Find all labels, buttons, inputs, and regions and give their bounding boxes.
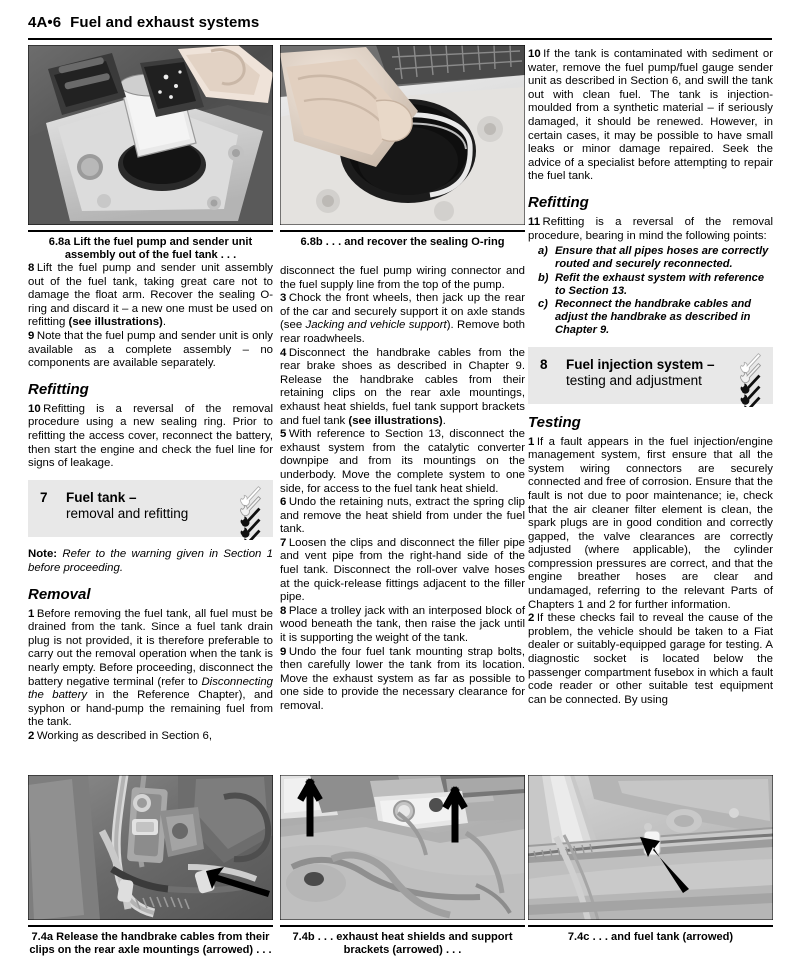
paragraph-text: Chock the front wheels, then jack up the rear of the car and securely support it on axle stands (see bbox=[280, 292, 525, 332]
paragraph-number: 2 bbox=[528, 612, 535, 625]
paragraph-number: 8 bbox=[28, 262, 35, 274]
figure-7-4b-number: 7.4b bbox=[292, 931, 315, 943]
figure-7-4c-text: . . . and fuel tank (arrowed) bbox=[592, 931, 734, 943]
figure-7-4c-caption bbox=[528, 931, 773, 944]
section-title: Fuel injection system – bbox=[566, 356, 715, 372]
paragraph-text-tail: ). Remove both rear roadwheels. bbox=[280, 319, 525, 345]
paragraph-number: 10 bbox=[28, 402, 41, 415]
figure-7-4b-caption bbox=[280, 931, 525, 957]
section-heading-7 bbox=[28, 480, 273, 537]
paragraph-text: Before removing the fuel tank, all fuel must be drained from the tank. Since a fuel tank drain plug is not provided, it is therefore preferable to carry out the removal operation when the tank is nearly empty. Before proceeding, disconnect the battery negative terminal (refer to bbox=[28, 607, 273, 688]
figure-6-8b-caption bbox=[280, 236, 525, 249]
section-number: 7 bbox=[40, 489, 48, 505]
figure-6-8a-text: Lift the fuel pump and sender unit assembly out of the fuel tank . . . bbox=[64, 236, 253, 262]
figure-7-4b bbox=[280, 775, 525, 957]
section-number: 8 bbox=[540, 356, 548, 372]
paragraph-c1-10 bbox=[28, 403, 273, 471]
paragraph-number: 2 bbox=[28, 730, 35, 743]
figure-6-8a-caption bbox=[28, 236, 273, 262]
paragraph-text-tail: in the Reference Chapter), and syphon or hand-pump the remaining fuel from the tank. bbox=[28, 689, 273, 729]
list-item bbox=[538, 272, 773, 298]
paragraph-c2-7 bbox=[280, 537, 525, 605]
paragraph-c2-8 bbox=[280, 605, 525, 646]
list-item-text: Reconnect the handbrake cables and adjust the handbrake as described in Chapter 9. bbox=[555, 297, 752, 337]
caption-rule bbox=[28, 925, 273, 927]
paragraph-text: Loosen the clips and disconnect the filler pipe and vent pipe from the right-hand side of the fuel tank. Disconnect the roll-over valve hoses at the quick-release fittings adjacent to the filler pipe. bbox=[280, 536, 525, 604]
page-folio: 4A•6 bbox=[28, 14, 62, 31]
spanner-rating-icon bbox=[230, 484, 268, 540]
list-item bbox=[538, 245, 773, 271]
paragraph-text: If the tank is contaminated with sediment or water, remove the fuel pump/fuel gauge sender unit as described in Section 6, and swill the tank out with clean fuel. The tank is injection-moulded from a synthetic material – if seriously damaged, it should be renewed. However, in certain cases, it may be possible to have small leaks or minor damage repaired. Seek the advice of a specialist before attempting to repair the fuel tank. bbox=[528, 48, 773, 183]
paragraph-c1-9 bbox=[28, 330, 273, 371]
paragraph-number: 1 bbox=[528, 435, 535, 448]
caption-rule bbox=[528, 925, 773, 927]
paragraph-number: 3 bbox=[280, 292, 287, 305]
figure-7-4a-caption bbox=[28, 931, 273, 957]
paragraph-c3-1 bbox=[528, 436, 773, 613]
paragraph-text: Lift the fuel pump and sender unit assembly out of the fuel tank, taking great care not to damage the float arm. Recover the sealing O-ring and discard it – a new one must be used on refitting bbox=[28, 262, 273, 329]
paragraph-number: 9 bbox=[28, 329, 35, 342]
section-heading-8 bbox=[528, 347, 773, 404]
paragraph-number: 9 bbox=[280, 645, 287, 658]
paragraph-text-tail: . bbox=[442, 414, 446, 427]
paragraph-c2-4 bbox=[280, 347, 525, 429]
text-column-1 bbox=[28, 262, 273, 744]
photo-handbrake-cable-clips-rear-axle bbox=[28, 775, 273, 920]
paragraph-number: 8 bbox=[280, 604, 287, 617]
text-column-3 bbox=[528, 48, 773, 707]
figure-6-8a bbox=[28, 45, 273, 262]
heading-refitting-c3: Refitting bbox=[528, 193, 589, 211]
list-item-text: Ensure that all pipes hoses are correctly routed and securely reconnected. bbox=[555, 245, 769, 271]
paragraph-number: 10 bbox=[528, 48, 541, 60]
section-subtitle: removal and refitting bbox=[66, 505, 189, 521]
paragraph-number: 5 bbox=[280, 428, 287, 441]
paragraph-c2-3 bbox=[280, 292, 525, 346]
list-marker: b) bbox=[538, 271, 549, 284]
paragraph-text: Disconnect the handbrake cables from the rear brake shoes as described in Chapter 9. Release the handbrake cables from their retaining clips on the rear axle mountings, exhaust heat shields, fuel tank support brackets and fuel tank bbox=[280, 346, 525, 427]
photo-exhaust-heat-shields-support-brackets bbox=[280, 775, 525, 920]
note-section-1-warning bbox=[28, 548, 273, 575]
figure-7-4c bbox=[528, 775, 773, 944]
paragraph-c3-10 bbox=[528, 48, 773, 184]
paragraph-bold-ref: (see illustrations) bbox=[68, 316, 163, 329]
paragraph-c2-9 bbox=[280, 646, 525, 714]
heading-testing-c3: Testing bbox=[528, 413, 581, 431]
paragraph-c1-2-start bbox=[28, 730, 273, 744]
figure-6-8b bbox=[280, 45, 525, 249]
paragraph-c3-11 bbox=[528, 216, 773, 243]
note-label: Note: bbox=[28, 548, 58, 561]
paragraph-text: Refitting is a reversal of the removal procedure, bearing in mind the following points: bbox=[528, 215, 773, 242]
note-text: Refer to the warning given in Section 1 before proceeding. bbox=[28, 548, 273, 574]
paragraph-number: 11 bbox=[528, 215, 541, 228]
heading-removal-c1: Removal bbox=[28, 585, 91, 603]
photo-fuel-pump-sender-unit-lifted-out bbox=[28, 45, 273, 225]
heading-refitting-c1: Refitting bbox=[28, 380, 89, 398]
paragraph-text: Note that the fuel pump and sender unit is only available as a complete assembly – no components are available separately. bbox=[28, 329, 273, 370]
header-divider bbox=[28, 38, 772, 40]
caption-rule bbox=[280, 925, 525, 927]
page-header bbox=[28, 14, 772, 31]
paragraph-c3-2 bbox=[528, 612, 773, 707]
refitting-points-list bbox=[528, 245, 773, 337]
figure-7-4c-number: 7.4c bbox=[567, 931, 590, 943]
paragraph-number: 1 bbox=[28, 607, 35, 620]
figure-6-8a-number: 6.8a bbox=[48, 236, 71, 248]
paragraph-number: 4 bbox=[280, 346, 287, 359]
figure-7-4a bbox=[28, 775, 273, 957]
paragraph-c1-8 bbox=[28, 262, 273, 330]
paragraph-text: Place a trolley jack with an interposed block of wood beneath the tank, then raise the jack until it is supporting the weight of the tank. bbox=[280, 604, 525, 645]
figure-7-4b-text: . . . exhaust heat shields and support brackets (arrowed) . . . bbox=[317, 931, 513, 957]
photo-fuel-tank-cable-clip bbox=[528, 775, 773, 920]
paragraph-text: If these checks fail to reveal the cause of the problem, the vehicle should be taken to a Fiat dealer or suitably-equipped garage for testing. A diagnostic socket is located below the passenger compartment fusebox in which a fault code reader or other suitable test equipment can be connected. By using bbox=[528, 612, 773, 706]
list-item-text: Refit the exhaust system with reference to Section 13. bbox=[555, 271, 765, 297]
list-marker: a) bbox=[538, 245, 548, 258]
page-title: Fuel and exhaust systems bbox=[70, 14, 260, 31]
section-title: Fuel tank – bbox=[66, 489, 137, 505]
spanner-rating-icon bbox=[730, 351, 768, 407]
paragraph-italic-ref: Jacking and vehicle support bbox=[305, 319, 447, 332]
paragraph-italic-ref: Disconnecting the battery bbox=[28, 675, 273, 702]
figure-7-4a-number: 7.4a bbox=[31, 931, 54, 943]
paragraph-number: 6 bbox=[280, 496, 287, 509]
paragraph-bold-ref: (see illustrations) bbox=[348, 414, 443, 427]
paragraph-number: 7 bbox=[280, 536, 287, 549]
paragraph-c2-2-cont: disconnect the fuel pump wiring connector and the fuel supply line from the top of the pump. bbox=[280, 265, 525, 291]
paragraph-text: Refitting is a reversal of the removal procedure using a new sealing ring. Prior to refitting the access cover, reconnect the battery, then start the engine and check the fuel line for signs of leakage. bbox=[28, 402, 273, 470]
paragraph-text: Working as described in Section 6, bbox=[36, 730, 213, 743]
section-subtitle: testing and adjustment bbox=[566, 372, 702, 388]
paragraph-text: If a fault appears in the fuel injection/engine management system, first ensure that all the system wiring connectors are securely connected and free of corrosion. Ensure that the fault is not due to poor maintenance; ie, check that the air cleaner filter element is clean, the spark plugs are in good condition and correctly gapped, the valve clearances are correctly adjusted (where applicable), the cylinder compression pressures are correct, and that the engine breather hoses are clear and undamaged, referring to the relevant Parts of Chapters 1 and 2 for further information. bbox=[528, 435, 773, 611]
figure-6-8b-number: 6.8b bbox=[300, 236, 323, 248]
paragraph-c2-5 bbox=[280, 428, 525, 496]
text-column-2 bbox=[280, 265, 525, 714]
paragraph-text: Undo the retaining nuts, extract the spring clip and remove the heat shield from under the fuel tank. bbox=[280, 496, 525, 536]
paragraph-text: Undo the four fuel tank mounting strap bolts, then carefully lower the tank from its location. Move the exhaust system as far as possible to one side to provide the necessary clearance for removal. bbox=[280, 645, 525, 712]
caption-rule bbox=[28, 230, 273, 232]
caption-rule bbox=[280, 230, 525, 232]
figure-7-4a-text: Release the handbrake cables from their clips on the rear axle mountings (arrowed) . . . bbox=[29, 931, 272, 957]
figure-6-8b-text: . . . and recover the sealing O-ring bbox=[325, 236, 505, 248]
list-marker: c) bbox=[538, 297, 548, 310]
paragraph-c1-1 bbox=[28, 608, 273, 730]
list-item bbox=[538, 298, 773, 338]
paragraph-text-tail: . bbox=[162, 316, 167, 329]
paragraph-c2-6 bbox=[280, 496, 525, 537]
paragraph-text: With reference to Section 13, disconnect the exhaust system from the catalytic converter downpipe and from its mountings on the underbody. Move the complete system to one side, for access to the fuel tank heat shield. bbox=[280, 428, 525, 495]
photo-recovering-sealing-o-ring bbox=[280, 45, 525, 225]
